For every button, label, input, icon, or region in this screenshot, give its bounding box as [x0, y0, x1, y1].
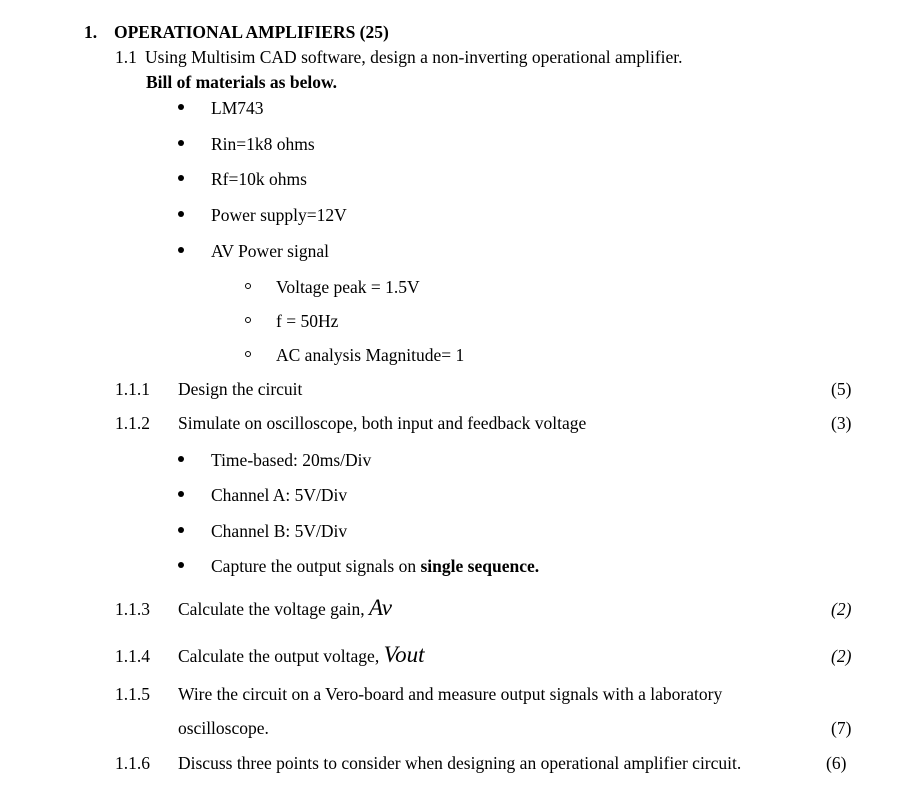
list-item: f = 50Hz	[276, 311, 339, 331]
task-marks: (3)	[831, 413, 852, 433]
task-marks: (2)	[831, 646, 852, 666]
task-number: 1.1.6	[115, 753, 150, 773]
list-item: Voltage peak = 1.5V	[276, 277, 420, 297]
task-number: 1.1.4	[115, 646, 150, 666]
task-text: Design the circuit	[178, 379, 303, 399]
list-item: Time-based: 20ms/Div	[211, 450, 372, 470]
circle-bullet-icon	[245, 351, 251, 357]
list-item: Channel A: 5V/Div	[211, 485, 348, 505]
list-item: Power supply=12V	[211, 205, 347, 225]
bom-heading: Bill of materials as below.	[146, 72, 338, 92]
capture-emphasis: single sequence.	[420, 556, 540, 576]
list-item: Rin=1k8 ohms	[211, 134, 315, 154]
section-number: 1.	[84, 22, 98, 42]
task-marks: (7)	[831, 718, 852, 738]
task-text-line	[178, 643, 424, 666]
task-number: 1.1.5	[115, 684, 150, 704]
task-number: 1.1.3	[115, 599, 150, 619]
task-text-continued: oscilloscope.	[178, 718, 269, 738]
bullet-icon	[178, 491, 184, 497]
bullet-icon	[178, 104, 184, 110]
list-item: AV Power signal	[211, 241, 329, 261]
task-text: Simulate on oscilloscope, both input and feedback voltage	[178, 413, 587, 433]
list-item: Rf=10k ohms	[211, 169, 307, 189]
task-text-line	[178, 596, 392, 619]
list-item: AC analysis Magnitude= 1	[276, 345, 465, 365]
bullet-icon	[178, 562, 184, 568]
bullet-icon	[178, 140, 184, 146]
bullet-icon	[178, 175, 184, 181]
output-voltage-symbol: Vout	[383, 642, 425, 667]
circle-bullet-icon	[245, 317, 251, 323]
section-title: OPERATIONAL AMPLIFIERS (25)	[114, 22, 389, 42]
list-item: Channel B: 5V/Div	[211, 521, 348, 541]
task-marks: (5)	[831, 379, 852, 399]
bullet-icon	[178, 211, 184, 217]
task-text: Discuss three points to consider when designing an operational amplifier circuit.	[178, 753, 742, 773]
intro-text: Using Multisim CAD software, design a non-inverting operational amplifier.	[145, 47, 683, 67]
voltage-gain-symbol: Av	[368, 595, 392, 620]
circle-bullet-icon	[245, 283, 251, 289]
list-item: LM743	[211, 98, 264, 118]
task-marks: (6)	[826, 753, 847, 773]
task-marks: (2)	[831, 599, 852, 619]
task-number: 1.1.2	[115, 413, 150, 433]
capture-text: Capture the output signals on	[211, 556, 421, 576]
bullet-icon	[178, 456, 184, 462]
intro-number: 1.1	[115, 47, 137, 67]
list-item	[211, 558, 539, 576]
task-text: Calculate the output voltage,	[178, 646, 384, 666]
task-text: Calculate the voltage gain,	[178, 599, 369, 619]
task-number: 1.1.1	[115, 379, 150, 399]
bullet-icon	[178, 527, 184, 533]
bullet-icon	[178, 247, 184, 253]
task-text: Wire the circuit on a Vero-board and measure output signals with a laboratory	[178, 684, 723, 704]
